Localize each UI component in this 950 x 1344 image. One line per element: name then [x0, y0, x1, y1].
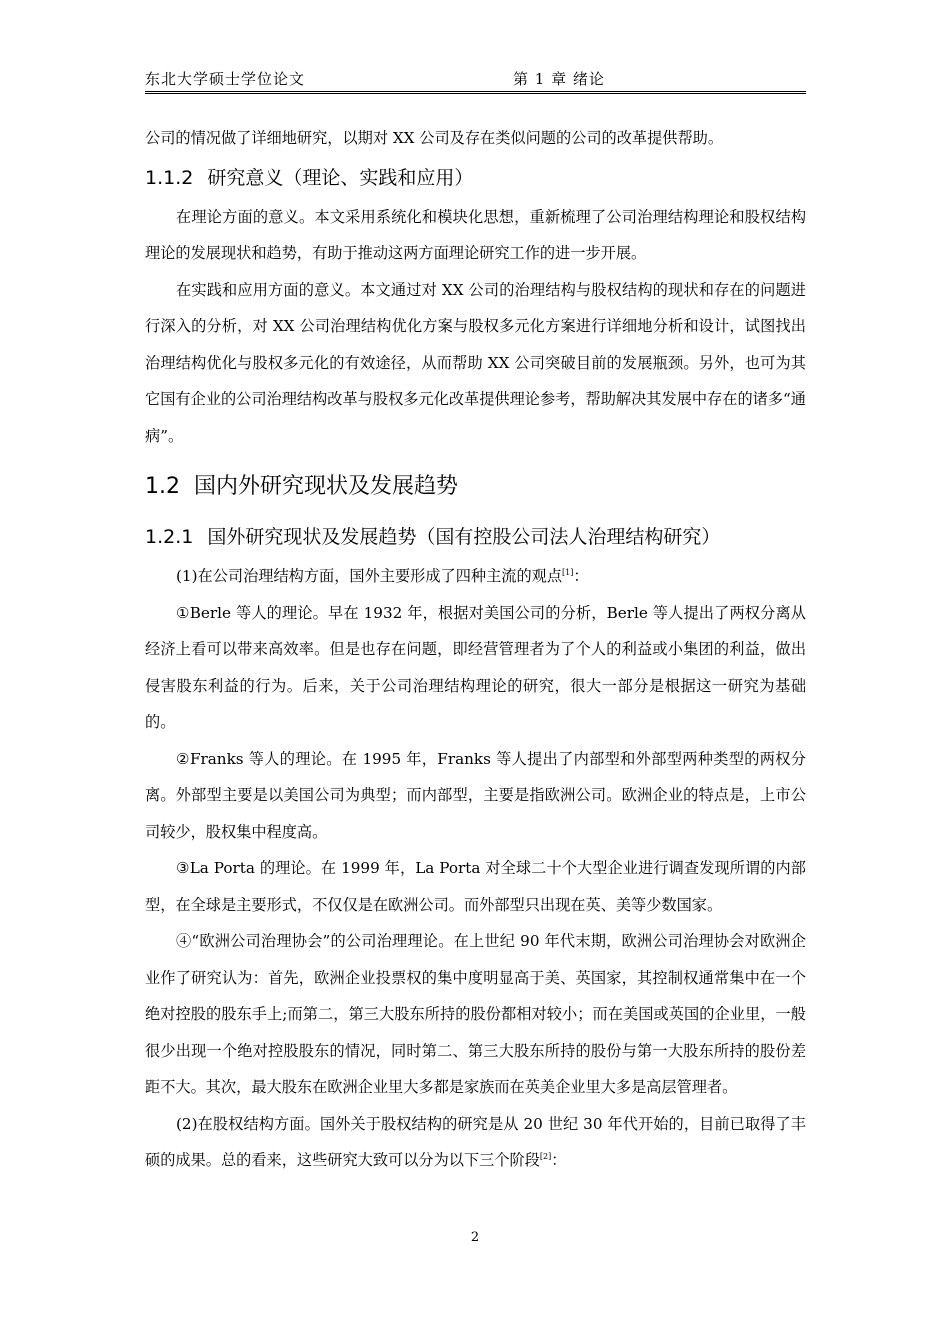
- section-heading-1-1-2: [145, 157, 806, 199]
- page-header: [145, 66, 806, 92]
- paragraph-franks: ②Franks 等人的理论。在 1995 年，Franks 等人提出了内部型和外部型两种类型的两权分离。外部型主要是以美国公司为典型；而内部型，主要是指欧洲公司。欧洲企业的特点是，上市公司较少，股权集中程度高。: [145, 749, 806, 841]
- paragraph-text-tail: ：: [551, 1151, 567, 1169]
- paragraph-governance-intro: [145, 558, 806, 595]
- paragraph-text: (2)在股权结构方面。国外关于股权结构的研究是从 20 世纪 30 年代开始的，目前已取得了丰硕的成果。总的看来，这些研究大致可以分为以下三个阶段: [145, 1114, 806, 1169]
- page-body: [145, 120, 806, 1179]
- header-rule: [145, 91, 806, 92]
- paragraph-practice: 在实践和应用方面的意义。本文通过对 XX 公司的治理结构与股权结构的现状和存在的问题进行深入的分析，对 XX 公司治理结构优化方案与股权多元化方案进行详细地分析和设计，试图找出治理结构优化与股权多元化的有效途径，从而帮助 XX 公司突破目前的发展瓶颈。另外，也可为其它国有企业的公司治理结构改革与股权多元化改革提供理论参考，帮助解决其发展中存在的诸多“通病”。: [145, 280, 806, 445]
- paragraph-european-association: ④“欧洲公司治理协会”的公司治理理论。在上世纪 90 年代末期，欧洲公司治理协会对欧洲企业作了研究认为：首先，欧洲企业投票权的集中度明显高于美、英国家，其控制权通常集中在一个绝对控股的股东手上;而第二，第三大股东所持的股份都相对较小；而在美国或英国的企业里，一般很少出现一个绝对控股股东的情况，同时第二、第三大股东所持的股份与第一大股东所持的股份差距不大。其次，最大股东在欧洲企业里大多都是家族而在英美企业里大多是高层管理者。: [145, 932, 806, 1096]
- paragraph-theory: 在理论方面的意义。本文采用系统化和模块化思想，重新梳理了公司治理结构理论和股权结构理论的发展现状和趋势，有助于推动这两方面理论研究工作的进一步开展。: [145, 207, 806, 262]
- section-number: 1.2: [145, 474, 180, 499]
- section-title: 国外研究现状及发展趋势（国有控股公司法人治理结构研究）: [207, 526, 721, 548]
- paragraph-la-porta: ③La Porta 的理论。在 1999 年，La Porta 对全球二十个大型企业进行调查发现所谓的内部型，在全球是主要形式，不仅仅是在欧洲公司。而外部型只出现在英、美等少数国家。: [145, 859, 806, 914]
- paragraph-berle: ①Berle 等人的理论。早在 1932 年，根据对美国公司的分析，Berle 等人提出了两权分离从经济上看可以带来高效率。但是也存在问题，即经营管理者为了个人的利益或小集团的利益，做出侵害股东利益的行为。后来，关于公司治理结构理论的研究，很大一部分是根据这一研究为基础的。: [145, 603, 806, 731]
- citation-ref[interactable]: [1]: [562, 567, 574, 577]
- section-number: 1.2.1: [145, 526, 194, 548]
- citation-ref[interactable]: [2]: [539, 1151, 552, 1161]
- section-heading-1-2-1: [145, 516, 806, 558]
- section-number: 1.1.2: [145, 166, 194, 189]
- chapter-title: 第 1 章 绪论: [513, 70, 605, 88]
- paragraph-continued: 公司的情况做了详细地研究，以期对 XX 公司及存在类似问题的公司的改革提供帮助。: [145, 129, 724, 147]
- page-number: 2: [470, 1230, 480, 1245]
- header-rule-secondary: [145, 93, 806, 94]
- thesis-title: 东北大学硕士学位论文: [145, 70, 306, 88]
- paragraph-text: (1)在公司治理结构方面，国外主要形成了四种主流的观点: [176, 567, 563, 585]
- section-title: 研究意义（理论、实践和应用）: [207, 166, 474, 189]
- section-heading-1-2: [145, 458, 806, 516]
- section-title: 国内外研究现状及发展趋势: [194, 474, 459, 499]
- paragraph-text-tail: ：: [573, 567, 589, 585]
- paragraph-ownership-intro: [145, 1106, 806, 1179]
